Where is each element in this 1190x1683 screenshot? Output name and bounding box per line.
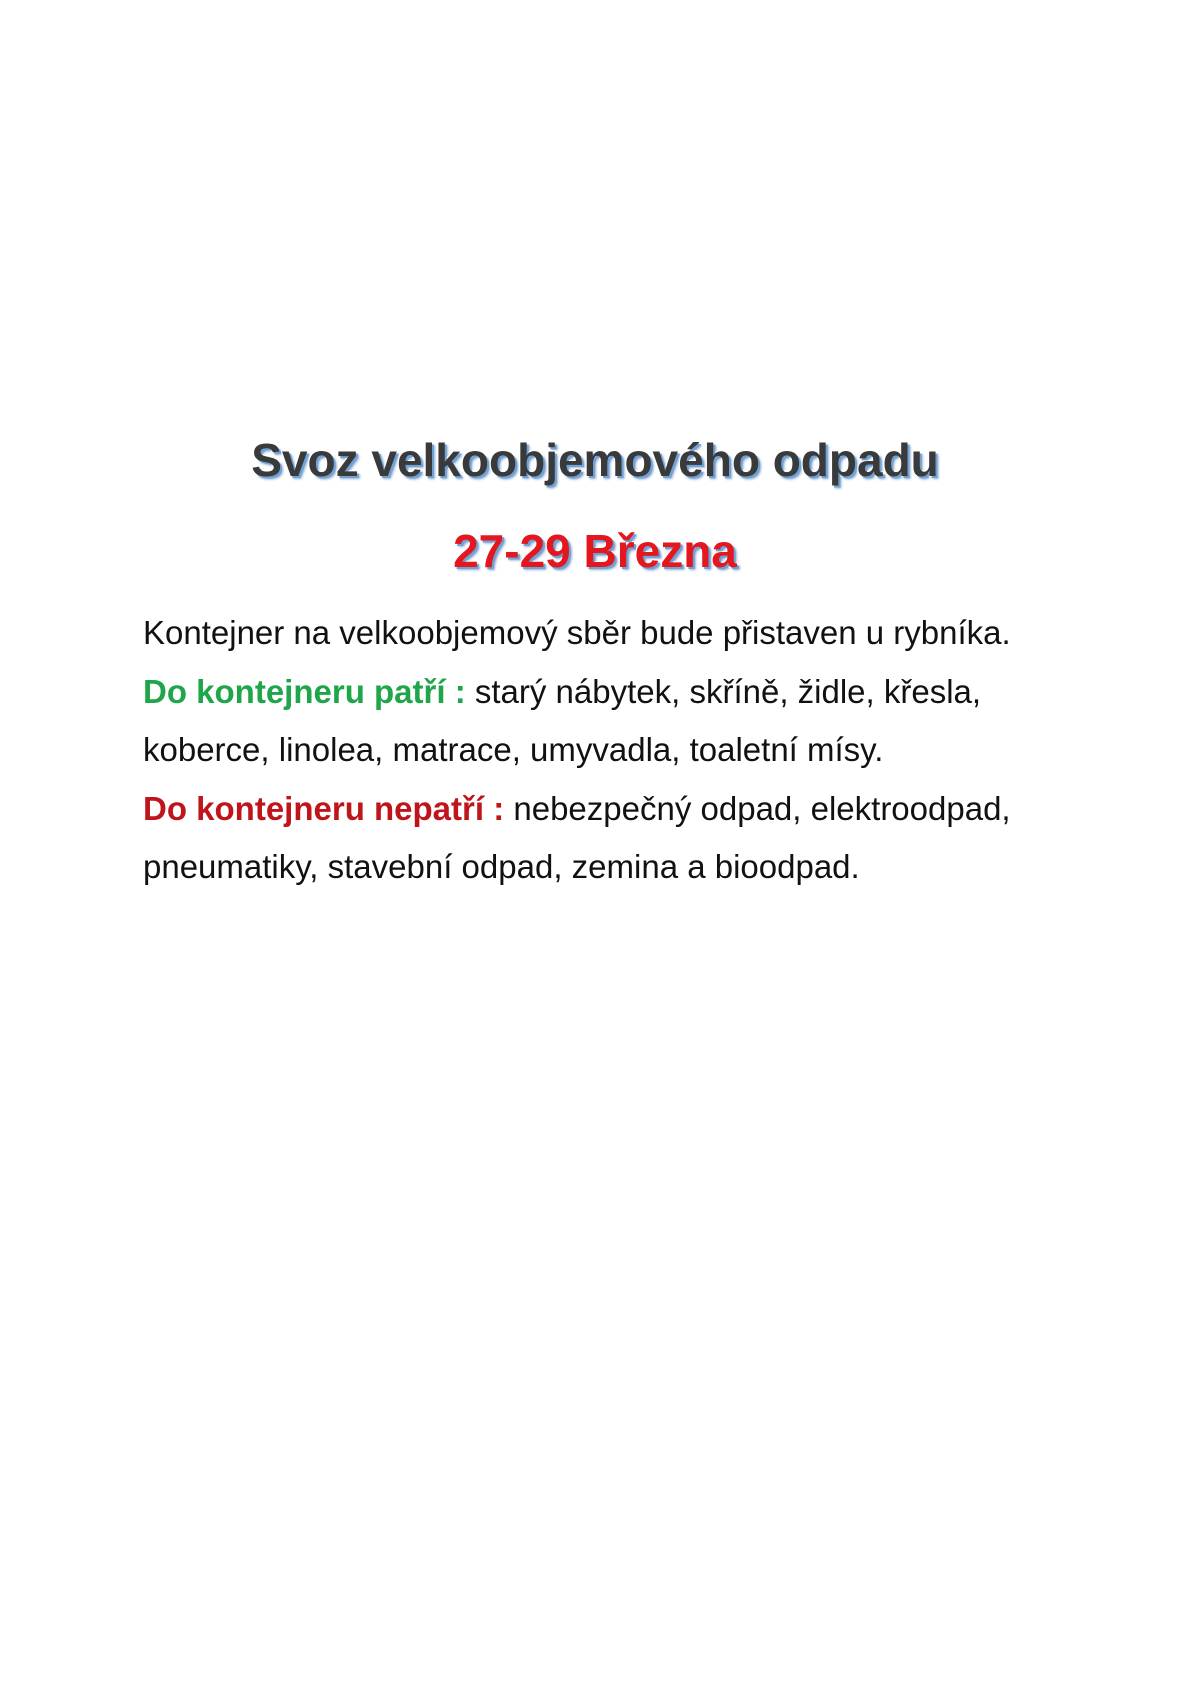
- notice-body: [143, 604, 1043, 897]
- allowed-items-text: starý nábytek, skříně, židle, křesla, koberce, linolea, matrace, umyvadla, toaletní mísy.: [143, 672, 982, 768]
- forbidden-items-label: Do kontejneru nepatří :: [143, 789, 505, 827]
- forbidden-items-text: nebezpečný odpad, elektroodpad, pneumatiky, stavební odpad, zemina a bioodpad.: [143, 789, 1011, 885]
- allowed-items-paragraph: [143, 663, 1043, 780]
- allowed-items-label: Do kontejneru patří :: [143, 672, 466, 710]
- intro-paragraph: Kontejner na velkoobjemový sběr bude přistaven u rybníka.: [143, 614, 1011, 651]
- forbidden-items-paragraph: [143, 780, 1043, 897]
- event-date: 27-29 Března: [453, 525, 737, 577]
- page-title: Svoz velkoobjemového odpadu: [251, 434, 939, 486]
